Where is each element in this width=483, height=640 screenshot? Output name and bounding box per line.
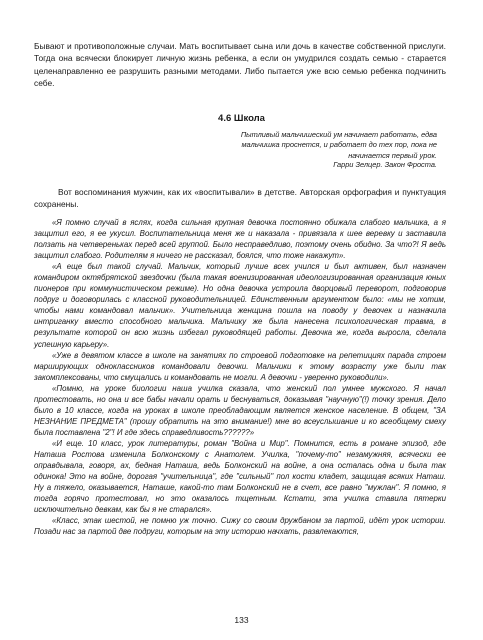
page-number: 133 [234, 615, 249, 625]
quote-paragraph: «Класс, этак шестой, не помню уж точно. Сижу со своим дружбаном за партой, идёт урок истории. Позади нас за партой две подруги, которым на эту историю начхать, развлекаются, [34, 516, 446, 537]
quotes-block [34, 217, 446, 537]
quote-paragraph: «Помню, на уроке биологии наша училка сказала, что женский пол умнее мужского. Я начал протестовать, но она и все бабы начали орать и беснуваться, доказывая "научную"(!) точку зрения. Дело было в 10 классе, когда на уроках в школе преобладающим является женское население. В общем, "ЗА НЕЗНАНИЕ ПРЕДМЕТА" (прошу обратить на это внимание!) мне во всеуслышание и ко всеобщему смеху была поставлена "2"! И где здесь справедливость??????» [34, 383, 446, 437]
quote-paragraph: «А еще был такой случай. Мальчик, который лучше всех учился и был активен, был назначен командиром октябрятской звездочки (была такая военизированная идеологизированная организация юных пионеров при коммунистическом режиме). Но одна девочка устроила дворцовый переворот, подговорив подруг и договорилась с классной руководительницей. Единственным аргументом было: «мы не хотим, чтобы нами командовал мальчик». Учительница женщина пошла на поводу у девочек и назначила интриганку вместо способного мальчика. Мальчику же была нанесена психологическая травма, в результате которой он всю жизнь избегал руководящей работы. Девочка же, когда выросла, сделала успешную карьеру». [34, 262, 446, 349]
intro-paragraph: Бывают и противоположные случаи. Мать воспитывает сына или дочь в качестве собственной прислуги. Тогда она всячески блокирует личную жизнь ребенка, а если он умудрился создать семью - старается целенаправленно ее разрушить разными методами. Либо пытается уже всю семью ребенка подчинить себе. [34, 41, 446, 89]
quote-paragraph: «Уже в девятом классе в школе на занятиях по строевой подготовке на репетициях парада строем марширующих одноклассников командовали девочки. Мальчики к этому возрасту уже были так закомплексованы, что смущались и командовать не могли. А девочки - уверенно руководили». [34, 350, 446, 382]
section-heading: 4.6 Школа [218, 113, 265, 124]
epigraph-text: Пытливый мальчишеский ум начинает работать, едва мальчишка проснется, и работает до тех пор, пока не начинается первый урок. [240, 130, 437, 160]
lead-paragraph: Вот воспоминания мужчин, как их «воспитывали» в детстве. Авторская орфография и пунктуация сохранены. [34, 187, 446, 210]
quote-paragraph: «Я помню случай в яслях, когда сильная крупная девочка постоянно обижала слабого мальчика, а я защитил его, я ее укусил. Воспитательница меня же и наказала - привязала к шее веревку и заставила ползать на четвереньках перед всей группой. Было несправедливо, поэтому очень обидно. За что?! Я ведь защитил слабого. Родителям я ничего не рассказал, боялся, что тоже накажут». [34, 218, 446, 261]
epigraph-source: Гарри Зелцер. Закон Фроста. [333, 160, 437, 169]
quote-paragraph: «И еще. 10 класс, урок литературы, роман "Война и Мир". Помнится, есть в романе эпизод, где Наташа Ростова изменила Болконскому с Анатолем. Училка, "почему-то" незамужняя, всячески ее оправдывала, говоря, ах, бедная Наташа, ведь Болконский на войне, а она осталась одна и была так одинока! Это на войне, дорогая "учительница", где "сильный" пол кости кладет, защищая всяких Наташ. Ну а тяжело, оказывается, Наташе, какой-то там Болконский не в счет, все равно "мужлан". Я помню, я тогда горячо протестовал, но это оказалось тщетным. Кстати, эта училка ставила пятерки исключительно девкам, как бы я не старался». [34, 438, 446, 515]
